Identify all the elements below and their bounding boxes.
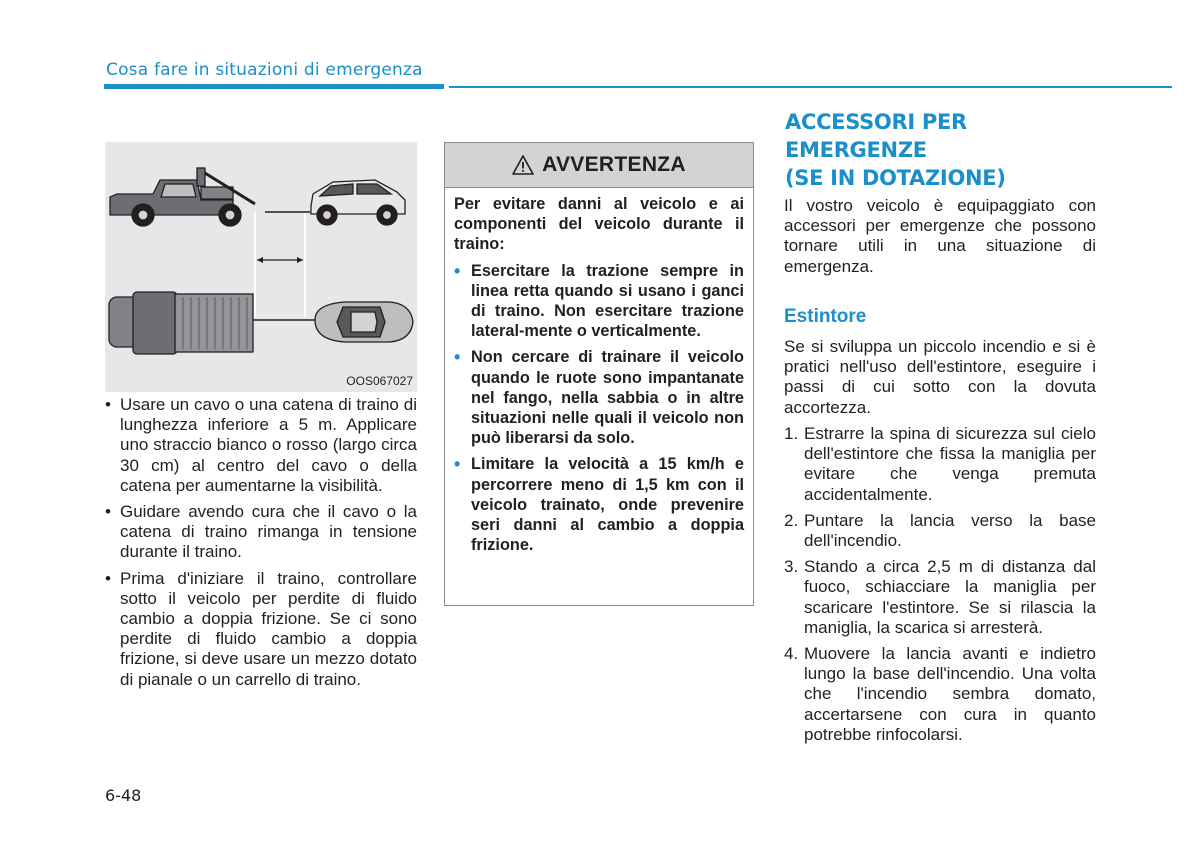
step-text: Estrarre la spina di sicurezza sul cielo dell'estintore che fissa la maniglia per evitare che venga premuta accidentalmente. [804, 424, 1096, 504]
towing-diagram [105, 142, 417, 392]
step-text: Puntare la lancia verso la base dell'incendio. [804, 510, 1096, 551]
figure-code: OOS067027 [346, 374, 413, 388]
list-item [784, 511, 1096, 551]
warning-header [445, 143, 753, 188]
list-item: • Guidare avendo cura che il cavo o la catena di traino rimanga in tensione durante il traino. [105, 502, 417, 563]
warning-title: AVVERTENZA [542, 153, 686, 176]
warning-body [445, 188, 753, 555]
list-item: • Usare un cavo o una catena di traino di lunghezza inferiore a 5 m. Applicare uno straccio bianco o rosso (largo circa 30 cm) al centro del cavo o della catena per aumentarne la visibilità. [105, 395, 417, 496]
running-header: Cosa fare in situazioni di emergenza [106, 60, 423, 80]
tow-truck-side [110, 168, 255, 226]
towing-notes-list [105, 395, 417, 696]
list-item: • Limitare la velocità a 15 km/h e percorrere meno di 1,5 km con il veicolo trainato, onde prevenire seri danni al cambio a doppia frizione. [454, 454, 744, 555]
section-title-line: EMERGENZE [785, 138, 927, 162]
step-number: 3. [784, 557, 799, 577]
warning-box [444, 142, 754, 606]
header-rule-thin [449, 86, 1172, 88]
section-title [785, 108, 1085, 192]
pickup-top [109, 292, 253, 354]
step-text: Stando a circa 2,5 m di distanza dal fuoco, schiacciare la maniglia per scaricare l'estintore. Se si rilascia la maniglia, la scarica si arresterà. [804, 557, 1096, 637]
warning-intro: Per evitare danni al veicolo e ai componenti del veicolo durante il traino: [454, 195, 744, 254]
list-item [784, 557, 1096, 638]
warning-triangle-icon [512, 155, 534, 175]
subsection-title: Estintore [784, 306, 867, 327]
list-item: • Esercitare la trazione sempre in linea retta quando si usano i ganci di traino. Non esercitare trazione lateral-mente o verticalmente. [454, 261, 744, 342]
step-number: 1. [784, 424, 799, 443]
suv-side [311, 180, 405, 225]
step-number: 2. [784, 510, 799, 530]
towing-illustration [105, 142, 417, 392]
list-item: • Non cercare di trainare il veicolo quando le ruote sono impantanate nel fango, nella sabbia o in altre situazioni nelle quali il veicolo non può liberarsi da solo. [454, 347, 744, 448]
extinguisher-steps [784, 424, 1096, 751]
header-rule-thick [104, 84, 444, 89]
section-intro: Il vostro veicolo è equipaggiato con accessori per emergenze che possono tornare utili in una situazione di emergenza. [784, 196, 1096, 276]
list-item: • Prima d'iniziare il traino, controllare sotto il veicolo per perdite di fluido cambio a doppia frizione. Se ci sono perdite di fluido cambio a doppia frizione, si deve usare un mezzo dotato di pianale o un carrello di traino. [105, 569, 417, 690]
section-title-line: ACCESSORI PER [785, 110, 967, 134]
list-item [784, 644, 1096, 745]
step-number: 4. [784, 644, 799, 664]
warning-list [454, 261, 744, 556]
step-text: Muovere la lancia avanti e indietro lungo la base dell'incendio. Una volta che l'incendio sembra domato, accertarsene con cura in quanto potrebbe rinfocolarsi. [804, 644, 1096, 744]
subsection-intro: Se si sviluppa un piccolo incendio e si è pratici nell'uso dell'estintore, eseguire i passi di cui sotto con la dovuta accortezza. [784, 337, 1096, 417]
page-number: 6-48 [105, 786, 142, 805]
sedan-top [315, 302, 413, 342]
section-title-line: (SE IN DOTAZIONE) [785, 166, 1006, 190]
list-item [784, 424, 1096, 505]
